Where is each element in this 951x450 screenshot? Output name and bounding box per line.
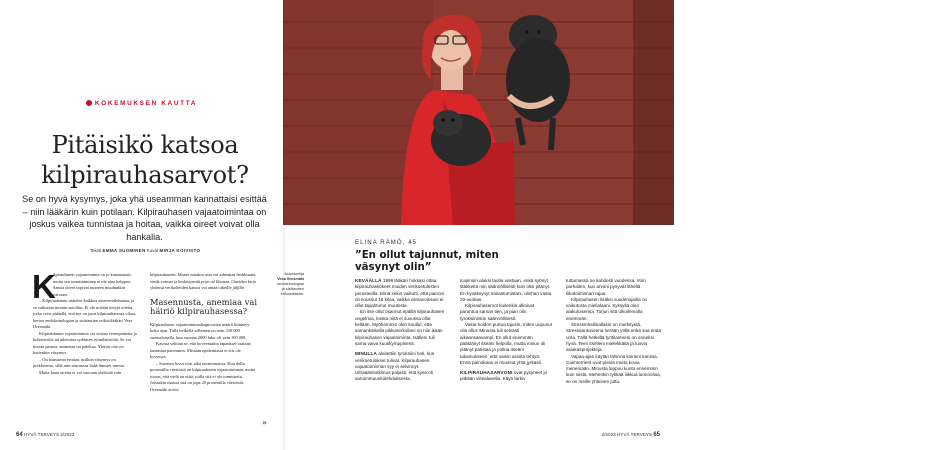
credits-photo-label: Kuvat: [146, 248, 159, 253]
article-column-1: [32, 268, 137, 376]
paragraph: – On haastavaa erottaa, milloin väsymys on poikkeavaa, sillä niin seuraussa lisää ihmiset unesta.: [33, 356, 125, 368]
title-line-2: kilpirauhasarvot?: [41, 161, 249, 189]
paragraph: Stressinhallinallakin on merkitystä. Stressaantuneena herään yöllä enkä saa enää unta. Tällä hetkellä työtilanteeni on onneksi hyvä. Teen itselleni mielekkäitä ja luovia asiakasprojekteja.: [566, 322, 662, 353]
lead-paragraph: Se on hyvä kysymys, joka yhä useamman kannattaisi esittää – niin lääkärin kuin potilaan. Kilpirauhasen vajaatoimintaa on joskus vaikea tunnistaa ja hoitaa, vaikka oireet voivat olla hankalia.: [22, 194, 267, 242]
caption-line: erikoislääkäri.: [280, 292, 304, 296]
folio-right-text: 2/2023 HYVÄ TERVEYS: [601, 432, 653, 437]
expert-caption: [268, 272, 304, 297]
caption-line: ja sisätautien: [281, 287, 304, 291]
pull-quote: ”En ollut tajunnut, miten väsynyt olin”: [355, 250, 499, 274]
spread-gutter: [283, 0, 285, 450]
page-number-right: 65: [653, 432, 660, 438]
page-number-left: 64: [16, 432, 23, 438]
interview-label: ELINA RÄMÖ, 45: [355, 240, 418, 246]
credits-text-label: Teksti: [89, 248, 102, 253]
paragraph: Kilpirauhasarvot kuitenkin alkoivat parantua saman tien, ja pian olin tyroksiininkin säännöllisesti.: [460, 303, 535, 321]
paragraph-text: aloitettiin tyroksiini heti, kun verikoetulokset tulivat. Kilpirauhasen vajaatoiminnan syy ei selvinnyt. Ultraäänitutkimus paljasti, että kyse oli autoimmuunitulehduksesta.: [355, 351, 435, 382]
credits-photographer: MIRJA KOIVISTO: [159, 248, 201, 253]
photo-caption: ”Kilpari vaikuttaa myös mielialaan. Kun alakulo uhkaa, ulkoilen vielä enemmän kahden terrierini kanssa”, Elina Rämö sanoo.: [905, 24, 949, 57]
interview-column-2: [460, 278, 552, 383]
lead-in: KILPIRAUHASARVONI: [460, 370, 513, 376]
paragraph-text: 1998 lääkäri hoksasi ottaa kilpirauhaskokeet muiden verikoetulosten perusteella. Elinä sekin vaikutti, että painoni oli noussut 15 kiloa, vaikka elintavoissani ei ollut tapahtunut muutosta.: [355, 278, 445, 309]
photo-woman-with-terriers: [283, 0, 674, 225]
subheading: Masennusta, anemiaa vai häiriö kilpirauhasessa?: [150, 296, 257, 316]
section-kicker: [0, 100, 283, 107]
paragraph: Vasta hoidon purtua tajusin, miten uupunut olin ollut. Minusta tuli selvästi aikaansaavampi. En ollut enemmän päästänyt itseäni helpolla, mutta minun oli pitänyt patistaa ja potkia itseäni takamukseen, että saisin asioita tehtyä. Ennä painokaan ei noussut yhtä jyrkästi.: [460, 322, 553, 365]
paragraph: tuttamassa ne kahdesti vuodessa. Voin parhaiten, kun arvoni pysyvät lähellä liikatoiminnan rajaa.: [566, 278, 646, 296]
paragraph-text: ovat pysyneet jo pitkään viitealueella. Käyn tarkiv: [460, 370, 548, 382]
cover-photo: [283, 0, 949, 225]
page-title: [20, 130, 270, 190]
paragraph: Kasvua selittää se, että hoveentaitin tapaukset osataan tunnistaa paremmin. Mistään epidemiasta ei siis ole kysymys.: [150, 341, 251, 359]
folio-left: [16, 432, 74, 438]
article-column-2: [150, 272, 258, 393]
lead-in: KEVÄÄLLÄ: [355, 278, 382, 283]
paragraph: En itse ollut osannut epäillä kilpirauhasen ongelmia, koska niitä ei suvussa ollut kellään. Myöhemmin olen kuullut, että samankäisellä pikkuserkullani on niin ikään kilpirauhasen vajaatoiminta. Isällenı tuli sama vaiva kuuskymppisenä.: [355, 309, 445, 346]
paragraph: – Suomen luvut ovat aika tavanomaisia. Kuu della prosentilla väestöstä on kilpirauhasen vajaatoimintaa, mutta osoon, että vielä on niitä, joilla sitä ei ole tunnistettu. Joissakin maissa sitä on jopa 20 prosentilla väestöstä, Ilvesmäki arvioi.: [150, 360, 256, 392]
title-line-1: Pitäisikö katsoa: [51, 131, 239, 159]
caption-line: endokrinologian: [277, 282, 304, 286]
lead-in: MINULLA: [355, 351, 378, 357]
folio-right: [602, 432, 660, 438]
paragraph: kilpirauhaseen. Monet muukin asia voi aiheuttaa herkkuutta, viedä voimat ja keskittymiskyvyn tai lihottaa. Oireiden kirjo yhdessä verikokeiden katsoa voi antaa oikeille jäljille.: [150, 272, 257, 290]
expert-name-text: Vesa Ilvesmäki: [277, 277, 304, 281]
paragraph: – Kilpirauhanen säätelee kaikkea aineenvaihduntaa, ja se vaikuttaa moniin asioihin. Ei ole mitään tietyjä oireita, jotka voisi päätellä, että nyt on juuri kilpirauhasessa vikaa, kertoo endokrinologian ja sisätautien erikoislääkäri Vesa Ilvesmäki.: [33, 298, 136, 329]
paragraph: Vapaa-ajan käytän lähinnä koirieni kanssa. Cairnterrierit ovat pieniä mutta kovia menemään. Minusta loppuu kunto ennemmin kuin niistä. Mehenkin tykkää liikkua luonnossa, se on meille yhteinen juttu.: [566, 353, 661, 384]
paragraph: [355, 278, 447, 309]
folio-left-text: HYVÄ TERVEYS 2/2023: [23, 432, 75, 437]
paragraph: ilpirauhasen vajaatoiminta on jo kansantauti, mutta sen tunnistaminen ei ole aina helppoa. Samat oireet sopivat moneen muuhunkin vaivaan.: [53, 272, 132, 297]
paragraph: Kilpirauhasen vajaatoimintadiagnoosien määrä lisääntyy koko ajan. Tällä hetkellä sellainen on noin 330 000 suomalaisella, kun vuonna 2000 luku oli vain 100 000.: [150, 321, 250, 340]
caption-line: Asiantuntija: [284, 272, 304, 276]
interview-column-3: [566, 278, 662, 385]
credits-author: EMMA SUOMINEN: [102, 248, 146, 253]
paragraph: Kapinoin aluksi tautia vastaan, enkä syönyt lääkkeitä niin säännöllisesti kuin olisi pitänyt. En hyväksynyt sairastumistani, olinhan vasta 20-vuotias.: [460, 278, 552, 302]
paragraph: [460, 370, 552, 383]
credits: [20, 248, 270, 253]
kicker-dot-icon: [86, 100, 92, 106]
paragraph: Kilpirauhasen lisäksi vuodenajoilla on vaikutusta mielialaani. Syksyllä olen alakuloisempi. Torjun sitä ulkoilemalla enemmän.: [566, 296, 648, 321]
interview-column-1: [355, 278, 447, 383]
paragraph: Kilpirauhasen vajaatoiminta voi nostaa verenpainetta ja kolesterolia tai aiheuttaa sydämen rytmihäiriöitä. Se voi nostaa painoa, ummetaa tai paleltaa. Yleisin oire on kuitenkin väsymys.: [33, 330, 137, 355]
kicker-text: KOKEMUKSEN KAUTTA: [94, 100, 198, 107]
paragraph: Mutta kaan oireita ei voi suoraan yhdistää vain: [39, 369, 122, 375]
paragraph: [355, 351, 447, 382]
drop-cap: K: [32, 268, 56, 305]
continue-arrow-icon: »: [262, 418, 267, 427]
